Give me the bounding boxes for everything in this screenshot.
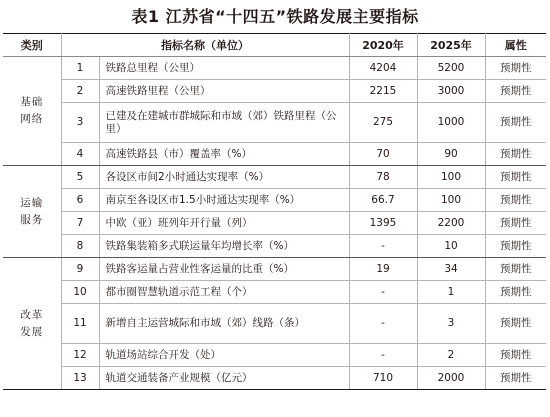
header-2025: 2025年 xyxy=(417,34,485,57)
table-row xyxy=(3,367,546,390)
indicator-name: 已建及在建城市群城际和市域（郊）铁路里程（公里） xyxy=(99,103,349,143)
value-2020: - xyxy=(349,281,417,304)
attribute-value: 预期性 xyxy=(485,57,546,80)
attribute-value: 预期性 xyxy=(485,212,546,235)
row-number: 7 xyxy=(61,212,99,235)
indicator-name: 铁路集装箱多式联运量年均增长率（%） xyxy=(99,235,349,258)
table-row xyxy=(3,344,546,367)
value-2025: 2000 xyxy=(417,367,485,390)
category-label: 改革 发展 xyxy=(20,308,44,338)
value-2025: 100 xyxy=(417,166,485,189)
indicator-name: 各设区市间2小时通达实现率（%） xyxy=(99,166,349,189)
attribute-value: 预期性 xyxy=(485,281,546,304)
value-2020: 66.7 xyxy=(349,189,417,212)
category-label: 基础 网络 xyxy=(20,96,44,125)
table-row xyxy=(3,304,546,344)
value-2025: 10 xyxy=(417,235,485,258)
row-number: 8 xyxy=(61,235,99,258)
value-2020: 70 xyxy=(349,143,417,166)
indicator-name: 高速铁路县（市）覆盖率（%） xyxy=(99,143,349,166)
value-2020: - xyxy=(349,304,417,344)
table-row xyxy=(3,189,546,212)
indicator-name: 都市圈智慧轨道示范工程（个） xyxy=(99,281,349,304)
attribute-value: 预期性 xyxy=(485,103,546,143)
table-row xyxy=(3,281,546,304)
value-2020: 275 xyxy=(349,103,417,143)
indicator-name: 新增自主运营城际和市域（郊）线路（条） xyxy=(99,304,349,344)
value-2025: 34 xyxy=(417,258,485,281)
header-attribute: 属性 xyxy=(485,34,546,57)
value-2025: 5200 xyxy=(417,57,485,80)
row-number: 9 xyxy=(61,258,99,281)
row-number: 11 xyxy=(61,304,99,344)
table-row xyxy=(3,166,546,189)
header-category: 类别 xyxy=(3,34,61,57)
value-2020: - xyxy=(349,344,417,367)
table-row xyxy=(3,143,546,166)
attribute-value: 预期性 xyxy=(485,304,546,344)
value-2020: 1395 xyxy=(349,212,417,235)
header-2020: 2020年 xyxy=(349,34,417,57)
row-number: 12 xyxy=(61,344,99,367)
table-title: 表1 江苏省“十四五”铁路发展主要指标 xyxy=(131,7,419,26)
row-number: 2 xyxy=(61,80,99,103)
row-number: 6 xyxy=(61,189,99,212)
table-row xyxy=(3,103,546,143)
indicator-name: 南京至各设区市1.5小时通达实现率（%） xyxy=(99,189,349,212)
table-header-row xyxy=(3,34,546,57)
value-2020: 2215 xyxy=(349,80,417,103)
attribute-value: 预期性 xyxy=(485,189,546,212)
table-row xyxy=(3,57,546,80)
table-row xyxy=(3,212,546,235)
value-2020: 4204 xyxy=(349,57,417,80)
table-row xyxy=(3,235,546,258)
value-2025: 1 xyxy=(417,281,485,304)
attribute-value: 预期性 xyxy=(485,258,546,281)
indicator-name: 铁路客运量占营业性客运量的比重（%） xyxy=(99,258,349,281)
indicator-name: 铁路总里程（公里） xyxy=(99,57,349,80)
row-number: 1 xyxy=(61,57,99,80)
category-cell xyxy=(3,258,61,390)
category-cell xyxy=(3,57,61,166)
attribute-value: 预期性 xyxy=(485,80,546,103)
attribute-value: 预期性 xyxy=(485,367,546,390)
attribute-value: 预期性 xyxy=(485,344,546,367)
row-number: 4 xyxy=(61,143,99,166)
category-cell xyxy=(3,166,61,258)
row-number: 13 xyxy=(61,367,99,390)
value-2025: 90 xyxy=(417,143,485,166)
value-2020: 19 xyxy=(349,258,417,281)
table-row xyxy=(3,80,546,103)
attribute-value: 预期性 xyxy=(485,166,546,189)
row-number: 3 xyxy=(61,103,99,143)
indicator-name: 轨道交通装备产业规模（亿元） xyxy=(99,367,349,390)
row-number: 5 xyxy=(61,166,99,189)
value-2020: - xyxy=(349,235,417,258)
indicator-name: 中欧（亚）班列年开行量（列） xyxy=(99,212,349,235)
indicator-name: 轨道场站综合开发（处） xyxy=(99,344,349,367)
category-label: 运输 服务 xyxy=(20,196,44,226)
table-row xyxy=(3,258,546,281)
value-2020: 78 xyxy=(349,166,417,189)
value-2025: 2200 xyxy=(417,212,485,235)
indicator-name: 高速铁路里程（公里） xyxy=(99,80,349,103)
value-2020: 710 xyxy=(349,367,417,390)
value-2025: 3000 xyxy=(417,80,485,103)
value-2025: 3 xyxy=(417,304,485,344)
value-2025: 1000 xyxy=(417,103,485,143)
header-indicator-name: 指标名称（单位） xyxy=(61,34,349,57)
attribute-value: 预期性 xyxy=(485,235,546,258)
attribute-value: 预期性 xyxy=(485,143,546,166)
row-number: 10 xyxy=(61,281,99,304)
value-2025: 2 xyxy=(417,344,485,367)
value-2025: 100 xyxy=(417,189,485,212)
indicator-table xyxy=(3,33,546,390)
